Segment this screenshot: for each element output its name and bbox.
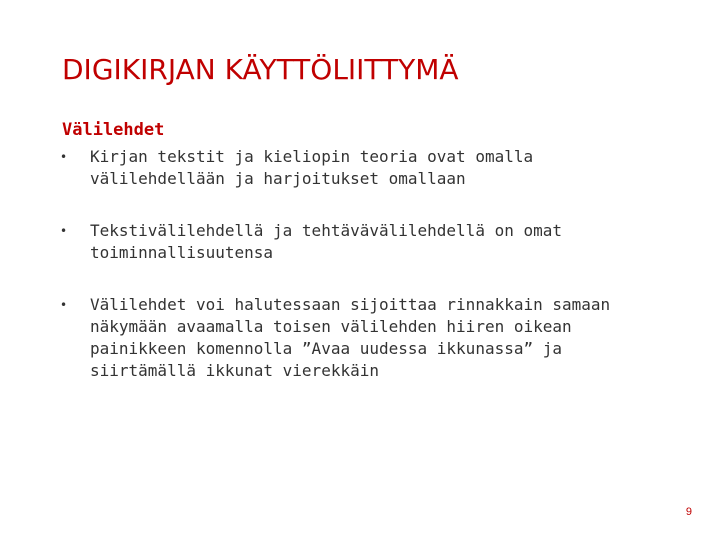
- bullet-text: Välilehdet voi halutessaan sijoittaa rinnakkain samaan näkymään avaamalla toisen välilehden hiiren oikean painikkeen komennolla ”Avaa uudessa ikkunassa” ja siirtämällä ikkunat vierekkäin: [90, 295, 611, 380]
- bullet-item: [60, 294, 680, 382]
- section-heading: Välilehdet: [62, 120, 165, 140]
- bullet-marker: •: [60, 150, 68, 164]
- bullet-text: Tekstivälilehdellä ja tehtävävälilehdellä on omat toiminnallisuutensa: [90, 221, 563, 262]
- bullet-item: [60, 146, 680, 190]
- page-number: 9: [685, 506, 692, 518]
- slide-title: DIGIKIRJAN KÄYTTÖLIITTYMÄ: [62, 53, 459, 86]
- bullet-marker: •: [60, 224, 68, 238]
- bullet-marker: •: [60, 298, 68, 312]
- bullet-item: [60, 220, 680, 264]
- bullet-text: Kirjan tekstit ja kieliopin teoria ovat omalla välilehdellään ja harjoitukset omallaan: [90, 147, 534, 188]
